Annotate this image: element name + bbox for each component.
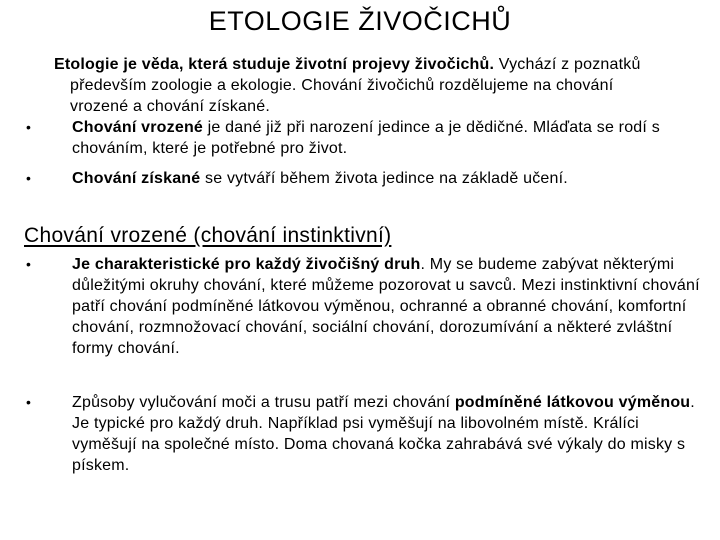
bullet-rest: . Je typické pro každý druh. Například psi vyměšují na libovolném místě. Králíci vyměšují na společné místo. Doma chovaná kočka zahrabává své výkaly do misky s pískem. [72, 394, 695, 474]
bullet-bold: Je charakteristické pro každý živočišný druh [72, 256, 421, 273]
bullet-bold: Chování získané [72, 170, 201, 187]
bullet-bold: podmíněné látkovou výměnou [454, 394, 691, 411]
bullet-bold: Chování vrozené [72, 119, 204, 136]
intro-bold: Etologie je věda, která studuje životní projevy živočichů. [54, 56, 495, 73]
intro-line-2: především zoologie a ekologie. Chování živočichů rozdělujeme na chování [70, 77, 614, 94]
bullet-pre: Způsoby vylučování moči a trusu patří mezi chování [72, 394, 455, 411]
bullet-text [72, 168, 702, 189]
bullet-rest: se vytváří během života jedince na základě učení. [200, 170, 568, 187]
intro-text: Vychází z poznatků [494, 56, 641, 73]
bullet-dot: • [26, 170, 32, 186]
bullet-dot: • [26, 256, 32, 272]
intro-paragraph [54, 54, 704, 117]
bullet-rest: je dané již při narození jedince a je dědičné. Mláďata se rodí s chováním, které je potřebné pro život. [72, 119, 660, 157]
bullet-text [72, 254, 702, 359]
bullet-dot: • [26, 394, 32, 410]
bullet-rest: . My se budeme zabývat některými důležitými okruhy chování, které můžeme pozorovat u savců. Mezi instinktivní chování patří chování podmíněné látkovou výměnou, ochranné a obranné chování, komfortní chování, rozmnožovací chování, sociální chování, dorozumívání a některé zvláštní formy chování. [72, 256, 700, 357]
section-heading: Chování vrozené (chování instinktivní) [24, 224, 392, 247]
bullet-text [72, 392, 702, 476]
intro-line-3: vrozené a chování získané. [70, 98, 270, 115]
bullet-text [72, 117, 702, 159]
page-title: ETOLOGIE ŽIVOČICHŮ [208, 6, 512, 36]
bullet-dot: • [26, 119, 32, 135]
